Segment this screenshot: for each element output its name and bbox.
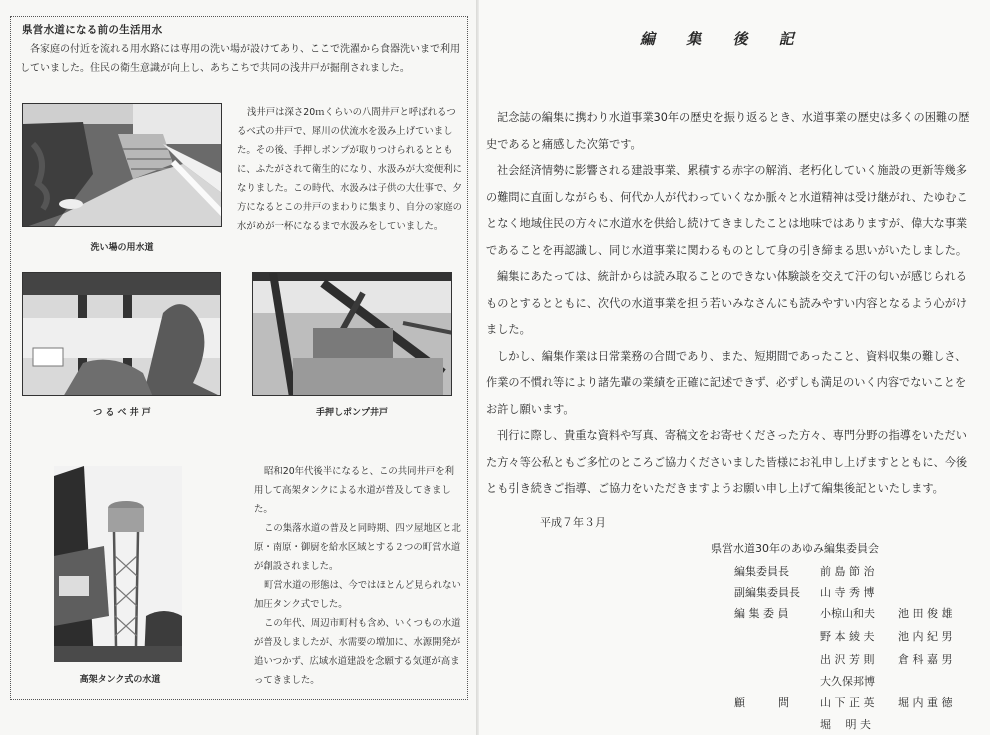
page-spine [476,0,479,735]
caption-washing-place: 洗い場の用水道 [90,243,154,253]
advisor-name: 山 下 正 英 [820,696,875,709]
member-name: 野 本 綾 夫 [820,630,875,643]
advisor-name: 堀 内 重 徳 [898,696,953,709]
member-role-advisor: 顧 問 [734,696,789,709]
paragraph-wells [237,103,463,236]
caption-elevated-tank: 高架タンク式の水道 [79,675,161,685]
member-name: 倉 科 嘉 男 [898,653,953,666]
afterword-paragraph-3: 編集にあたっては、統計からは読み取ることのできない体験談を交えて汗の匂いが感じられるものとするとともに、次代の水道事業を担う若いみなさんにも読みやすい内容となるよう心がけました。 [486,270,968,336]
afterword-paragraph-1: 記念誌の編集に携わり水道事業30年の歴史を振り返るとき、水道事業の歴史は多くの困難の歴史であると痛感した次第です。 [486,111,970,151]
member-name: 大久保邦博 [820,675,875,688]
afterword-title: 編 集 後 記 [640,30,807,48]
publication-date: 平成７年３月 [540,516,606,529]
afterword-body [486,105,974,503]
afterword-paragraph-2: 社会経済情勢に影響される建設事業、累積する赤字の解消、老朽化していく施設の更新等幾多の難問に直面しながらも、何代か人が代わっていくなか脈々と水道精神は受け継がれ、たゆむことなく地域住民の方々に水道水を供給し続けてきましたことは地味ではありますが、偉大な事業であることを再認識し、同じ水道事業に関わるものとして身の引き締まる思いがいたしました。 [486,164,968,257]
member-role-chair: 編集委員長 [734,565,789,578]
afterword-paragraph-5: 刊行に際し、貴重な資料や写真、寄稿文をお寄せくださった方々、専門分野の指導をいただいた方々等公私ともご多忙のところご協力くださいました皆様にお礼申し上げますとともに、今後とも引き続きご指導、ご協力をいただきますようお願い申し上げて編集後記といたします。 [486,429,968,495]
photo-elevated-tank [54,466,182,662]
advisor-name: 堀 明 夫 [820,718,871,731]
intro-paragraph: 各家庭の付近を流れる用水路には専用の洗い場が設けてあり、ここで洗濯から食器洗いまで利用していました。住民の衛生意識が向上し、あちこちで共同の浅井戸が掘削されました。 [20,44,460,74]
caption-hand-pump: 手押しポンプ井戸 [315,408,388,418]
member-name: 池 田 俊 雄 [898,607,953,620]
member-role-committee: 編 集 委 員 [734,607,789,620]
photo-tsurube-well [22,272,221,396]
paragraph-tank-3: 町営水道の形態は、今ではほとんど見られない加圧タンク式でした。 [254,580,461,610]
member-name-vice: 山 寺 秀 博 [820,586,875,599]
member-name: 出 沢 芳 則 [820,653,875,666]
member-name-chair: 前 島 節 治 [820,565,875,578]
paragraph-tank [254,462,462,690]
photo-washing-place [22,103,222,227]
member-name: 池 内 紀 男 [898,630,953,643]
paragraph-wells-text: 浅井戸は深さ20ｍくらいの八間井戸と呼ばれるつるべ式の井戸で、犀川の伏流水を汲み上げていました。その後、手押しポンプが取りつけられるとともに、ふたがされて衛生的になり、水汲みが大変便利になりました。この時代、水汲みは子供の大仕事で、夕方になるとこの井戸のまわりに集まり、自分の家庭の水がめが一杯になるまで水汲みをしていました。 [237,107,463,232]
caption-tsurube-well: つ る べ 井 戸 [93,408,151,418]
paragraph-tank-2: この集落水道の普及と同時期、四ツ屋地区と北原・南原・御厨を給水区域とする２つの町営水道が創設されました。 [254,523,461,572]
committee-name: 県営水道30年のあゆみ編集委員会 [711,542,879,555]
paragraph-tank-4: この年代、周辺市町村も含め、いくつもの水道が普及しましたが、水需要の増加に、水源開発が追いつかず、広域水道建設を念願する気運が高まってきました。 [254,618,461,686]
paragraph-tank-1: 昭和20年代後半になると、この共同井戸を利用して高架タンクによる水道が普及してきました。 [254,466,455,515]
section-heading: 県営水道になる前の生活用水 [22,24,163,36]
photo-hand-pump [252,272,452,396]
member-name: 小椋山和夫 [820,607,875,620]
member-role-vice: 副編集委員長 [734,586,800,599]
afterword-paragraph-4: しかし、編集作業は日常業務の合間であり、また、短期間であったこと、資料収集の難しさ、作業の不慣れ等により諸先輩の業績を正確に記述できず、必ずしも満足のいく内容でないことをお許し願います。 [486,349,967,416]
